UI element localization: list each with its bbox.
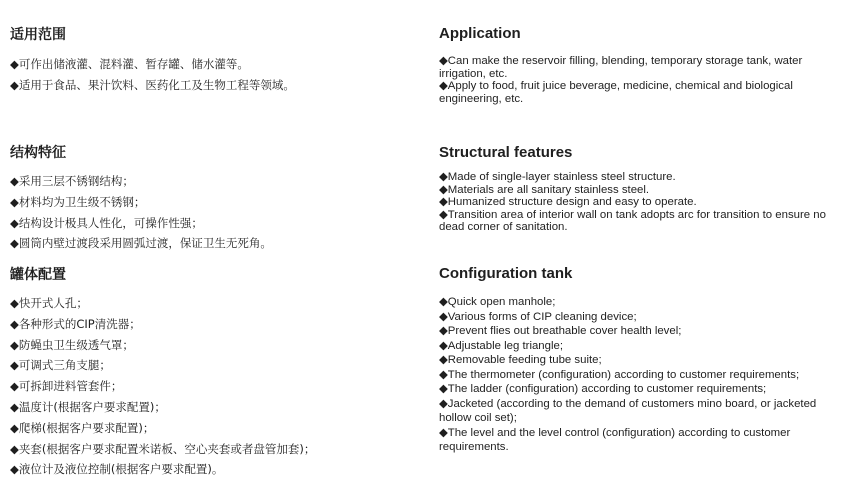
list-item bbox=[10, 54, 410, 75]
list-item bbox=[10, 213, 410, 234]
list-item-text: 圆筒内壁过渡段采用圆弧过渡，保证卫生无死角。 bbox=[18, 236, 272, 251]
list-item bbox=[10, 418, 410, 439]
section-title: 罐体配置 bbox=[10, 267, 66, 283]
list-item-text: 各种形式的CIP清洗器； bbox=[18, 316, 141, 331]
list-item bbox=[439, 55, 839, 80]
list-item bbox=[439, 171, 839, 184]
diamond-bullet-icon: ◆ bbox=[10, 337, 19, 352]
list-item-text: 材料均为卫生级不锈钢； bbox=[18, 194, 146, 209]
diamond-bullet-icon: ◆ bbox=[439, 397, 448, 410]
diamond-bullet-icon: ◆ bbox=[10, 379, 19, 394]
diamond-bullet-icon: ◆ bbox=[10, 358, 19, 373]
list-item bbox=[10, 376, 410, 397]
list-item-text: Made of single-layer stainless steel structure. bbox=[447, 171, 676, 183]
list-item bbox=[439, 426, 839, 455]
diamond-bullet-icon: ◆ bbox=[439, 80, 448, 93]
diamond-bullet-icon: ◆ bbox=[10, 399, 19, 414]
list-item-text: The level and the level control (configuration) according to customer requirements. bbox=[439, 426, 791, 453]
list-item bbox=[10, 439, 410, 460]
en-section-application bbox=[439, 25, 839, 105]
list-item-text: Various forms of CIP cleaning device; bbox=[447, 310, 637, 323]
cn-section-structural bbox=[10, 144, 410, 254]
en-section-configuration bbox=[439, 265, 839, 455]
list-item-text: Apply to food, fruit juice beverage, medicine, chemical and biological engineering, etc. bbox=[439, 80, 793, 105]
diamond-bullet-icon: ◆ bbox=[439, 196, 448, 209]
list-item bbox=[10, 459, 410, 480]
list-item-text: 液位计及液位控制(根据客户要求配置)。 bbox=[18, 462, 224, 477]
list-item bbox=[10, 314, 410, 335]
list-item-text: Prevent flies out breathable cover health level; bbox=[447, 325, 682, 337]
list-item bbox=[10, 355, 410, 376]
diamond-bullet-icon: ◆ bbox=[439, 208, 448, 221]
diamond-bullet-icon: ◆ bbox=[439, 55, 448, 67]
list-item bbox=[10, 335, 410, 356]
list-item bbox=[439, 397, 839, 426]
list-item-text: 夹套(根据客户要求配置米诺板、空心夹套或者盘管加套)； bbox=[18, 441, 316, 456]
feature-list bbox=[439, 55, 839, 105]
diamond-bullet-icon: ◆ bbox=[439, 310, 448, 323]
list-item bbox=[439, 80, 839, 105]
feature-list bbox=[439, 171, 839, 234]
list-item-text: 结构设计极具人性化，可操作性强； bbox=[18, 215, 203, 230]
list-item bbox=[10, 192, 410, 213]
diamond-bullet-icon: ◆ bbox=[10, 462, 19, 477]
diamond-bullet-icon: ◆ bbox=[10, 316, 19, 331]
diamond-bullet-icon: ◆ bbox=[439, 426, 448, 439]
list-item bbox=[10, 397, 410, 418]
section-title: Application bbox=[439, 25, 521, 42]
list-item-text: 爬梯(根据客户要求配置)； bbox=[18, 420, 155, 435]
list-item-text: 防蝇虫卫生级透气罩； bbox=[18, 337, 134, 352]
list-item-text: Removable feeding tube suite; bbox=[447, 354, 602, 366]
list-item-text: Humanized structure design and easy to operate. bbox=[447, 196, 697, 209]
diamond-bullet-icon: ◆ bbox=[439, 183, 448, 196]
list-item-text: 可调式三角支腿； bbox=[18, 358, 111, 373]
diamond-bullet-icon: ◆ bbox=[10, 57, 19, 71]
list-item bbox=[10, 233, 410, 254]
diamond-bullet-icon: ◆ bbox=[10, 420, 19, 435]
cn-section-application bbox=[10, 26, 410, 96]
feature-list bbox=[10, 171, 410, 254]
list-item bbox=[10, 75, 410, 96]
list-item bbox=[439, 196, 839, 209]
list-item-text: 可作出储液灌、混料灌、暂存罐、储水灌等。 bbox=[18, 57, 249, 71]
list-item bbox=[439, 382, 839, 397]
list-item-text: 快开式人孔； bbox=[18, 296, 88, 310]
diamond-bullet-icon: ◆ bbox=[439, 354, 448, 366]
section-title: 结构特征 bbox=[10, 145, 66, 161]
diamond-bullet-icon: ◆ bbox=[439, 171, 448, 183]
diamond-bullet-icon: ◆ bbox=[10, 194, 19, 209]
list-item-text: Transition area of interior wall on tank adopts arc for transition to ensure no dead corner of sanitation. bbox=[439, 208, 826, 234]
feature-list bbox=[10, 293, 410, 480]
diamond-bullet-icon: ◆ bbox=[439, 339, 448, 352]
list-item-text: 采用三层不锈钢结构； bbox=[18, 174, 134, 188]
cn-section-configuration bbox=[10, 266, 410, 480]
list-item-text: 温度计(根据客户要求配置)； bbox=[18, 399, 166, 414]
list-item-text: 适用于食品、果汁饮料、医药化工及生物工程等领域。 bbox=[18, 77, 295, 92]
list-item bbox=[10, 171, 410, 192]
diamond-bullet-icon: ◆ bbox=[10, 174, 19, 188]
diamond-bullet-icon: ◆ bbox=[10, 441, 19, 456]
feature-list bbox=[439, 295, 839, 455]
list-item bbox=[439, 310, 839, 325]
en-section-structural bbox=[439, 144, 839, 234]
section-title: Configuration tank bbox=[439, 265, 573, 282]
list-item bbox=[10, 293, 410, 314]
section-title: 适用范围 bbox=[10, 27, 66, 43]
list-item-text: Can make the reservoir filling, blending, temporary storage tank, water irrigation, etc. bbox=[439, 55, 803, 80]
diamond-bullet-icon: ◆ bbox=[439, 325, 448, 337]
list-item-text: Materials are all sanitary stainless steel. bbox=[447, 183, 650, 196]
list-item bbox=[439, 339, 839, 354]
diamond-bullet-icon: ◆ bbox=[10, 215, 19, 230]
list-item-text: The thermometer (configuration) according to customer requirements; bbox=[447, 368, 800, 381]
list-item-text: Jacketed (according to the demand of customers mino board, or jacketed hollow coil set); bbox=[439, 397, 817, 424]
diamond-bullet-icon: ◆ bbox=[10, 77, 19, 92]
diamond-bullet-icon: ◆ bbox=[439, 383, 448, 395]
list-item bbox=[439, 324, 839, 339]
list-item-text: Quick open manhole; bbox=[447, 296, 556, 308]
list-item-text: The ladder (configuration) according to customer requirements; bbox=[447, 383, 767, 395]
list-item bbox=[439, 295, 839, 310]
feature-list bbox=[10, 54, 410, 96]
list-item bbox=[439, 209, 839, 234]
list-item-text: 可拆卸进料管套件； bbox=[18, 379, 123, 394]
diamond-bullet-icon: ◆ bbox=[10, 236, 19, 251]
section-title: Structural features bbox=[439, 144, 573, 161]
list-item bbox=[439, 368, 839, 383]
diamond-bullet-icon: ◆ bbox=[439, 296, 448, 308]
list-item bbox=[439, 353, 839, 368]
list-item-text: Adjustable leg triangle; bbox=[447, 339, 564, 352]
diamond-bullet-icon: ◆ bbox=[10, 296, 19, 310]
diamond-bullet-icon: ◆ bbox=[439, 368, 448, 381]
list-item bbox=[439, 184, 839, 197]
